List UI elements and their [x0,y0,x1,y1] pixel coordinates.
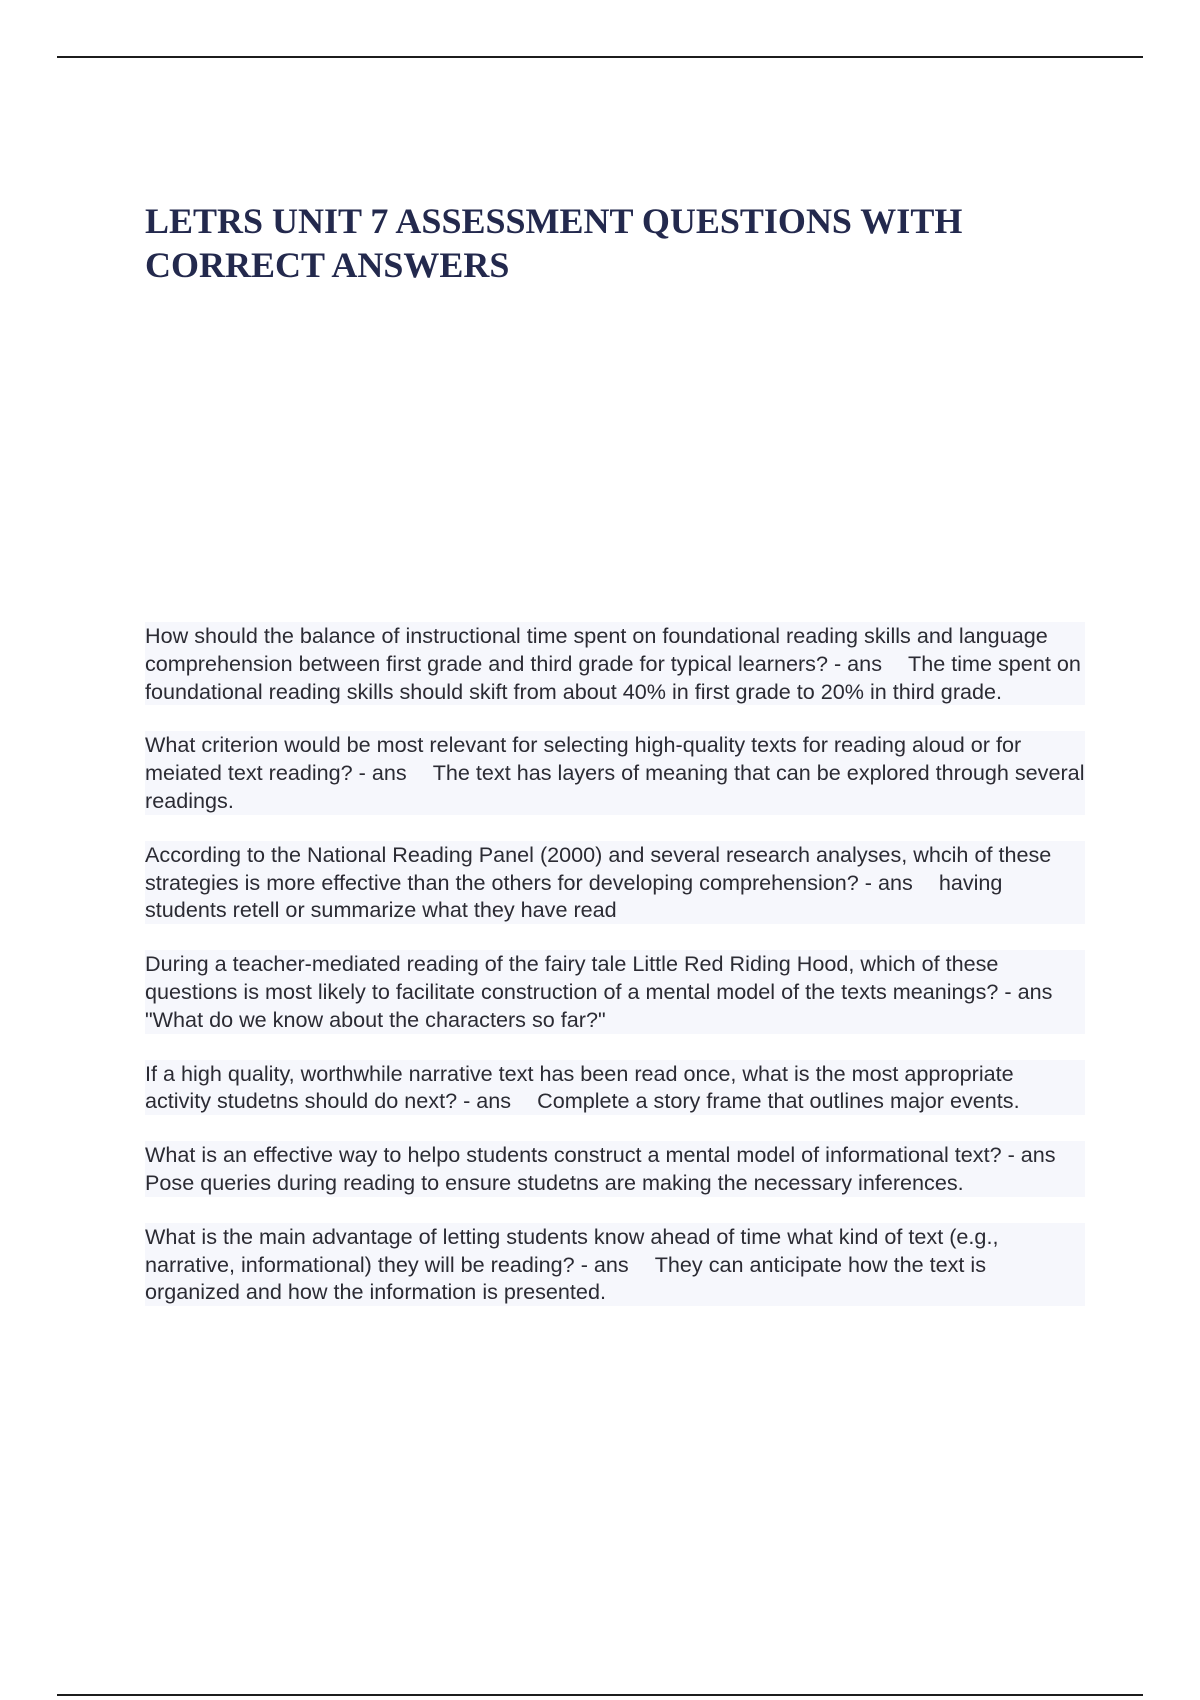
bottom-rule [57,1694,1143,1696]
top-rule [57,56,1143,58]
answer-text: "What do we know about the characters so far?" [145,1006,606,1032]
question-text: What is an effective way to helpo students construct a mental model of informational text? - ans [145,1142,1056,1168]
question-text: During a teacher-mediated reading of the fairy tale Little Red Riding Hood, which of these questions is most likely to facilitate construction of a mental model of the texts meanings? - ans [145,951,1053,1004]
qa-item [145,841,1085,924]
qa-item [145,622,1085,705]
qa-item [145,1141,1085,1197]
answer-text: They can anticipate how the text is organized and how the information is presented. [145,1251,986,1305]
question-text: How should the balance of instructional time spent on foundational reading skills and language comprehension between first grade and third grade for typical learners? - ans [145,623,1048,676]
question-text: What criterion would be most relevant for selecting high-quality texts for reading aloud or for meiated text reading? - ans [145,732,1022,786]
answer-text: The time spent on foundational reading skills should skift from about 40% in first grade to 20% in third grade. [145,650,1081,704]
question-text: What is the main advantage of letting students know ahead of time what kind of text (e.g., narrative, informational) they will be reading? - ans [145,1223,999,1277]
qa-list [145,622,1085,1332]
qa-item [145,1223,1085,1306]
answer-text: Complete a story frame that outlines major events. [537,1088,1020,1114]
qa-item [145,731,1085,814]
answer-text: having students retell or summarize what they have read [145,869,1003,923]
qa-item [145,1060,1085,1116]
document-title: LETRS UNIT 7 ASSESSMENT QUESTIONS WITH CORRECT ANSWERS [145,201,963,285]
question-text: According to the National Reading Panel (2000) and several research analyses, whcih of these strategies is more effective than the others for developing comprehension? - ans [145,841,1052,895]
answer-text: Pose queries during reading to ensure studetns are making the necessary inferences. [145,1169,964,1195]
question-text: If a high quality, worthwhile narrative text has been read once, what is the most appropriate activity studetns should do next? - ans [145,1060,1014,1114]
qa-item [145,950,1085,1033]
answer-text: The text has layers of meaning that can be explored through several readings. [145,760,1085,813]
